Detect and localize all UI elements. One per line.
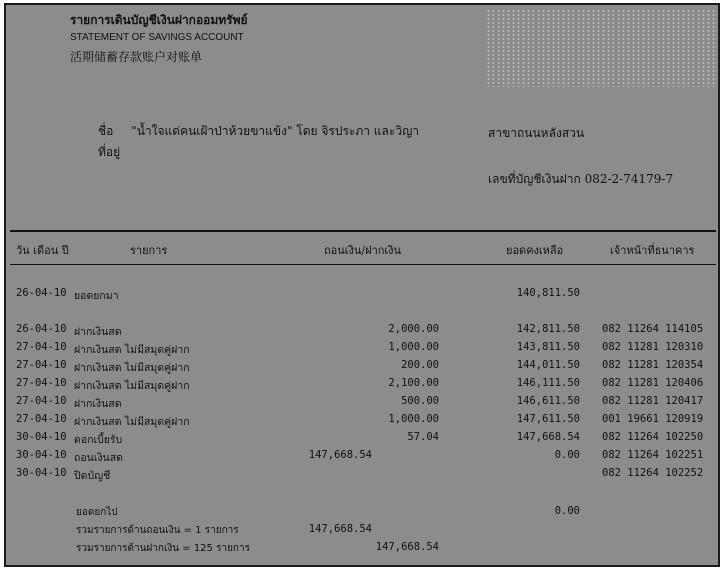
account-number: เลขที่บัญชีเงินฝาก 082-2-74179-7	[488, 172, 674, 186]
row-deposit: 500.00	[401, 395, 439, 407]
summary-deposit-row	[6, 541, 720, 557]
deposit-total-label: รวมรายการด้านฝากเงิน = 125 รายการ	[76, 543, 250, 554]
row-description: ฝากเงินสด ไม่มีสมุดคู่ฝาก	[74, 362, 190, 374]
account-name-label: ชื่อ	[98, 124, 114, 138]
table-row	[6, 377, 720, 393]
row-deposit: 57.04	[407, 431, 439, 443]
table-row	[6, 413, 720, 429]
row-deposit: 2,100.00	[388, 377, 439, 389]
row-balance: 143,811.50	[516, 341, 580, 353]
summary-carry-row	[6, 505, 720, 521]
row-balance: 142,811.50	[516, 323, 580, 335]
row-description: ฝากเงินสด ไม่มีสมุดคู่ฝาก	[74, 380, 190, 392]
table-row	[6, 287, 720, 303]
table-row	[6, 341, 720, 357]
account-name-value: "น้ำใจแด่คนเฝ้าป่าห้วยขาแข้ง" โดย จิรประภา และวิญา	[131, 124, 420, 138]
row-officer: 001 19661 120919	[602, 413, 704, 425]
row-description: ฝากเงินสด	[74, 326, 122, 338]
carry-forward-label: ยอดยกไป	[76, 507, 118, 518]
row-balance: 147,668.54	[516, 431, 580, 443]
row-balance: 140,811.50	[516, 287, 580, 299]
row-date: 30-04-10	[16, 467, 67, 479]
title-english: STATEMENT OF SAVINGS ACCOUNT	[70, 32, 244, 43]
table-row	[6, 449, 720, 465]
table-row	[6, 431, 720, 447]
header-top-rule	[10, 230, 716, 232]
table-row	[6, 467, 720, 483]
row-officer: 082 11264 114105	[602, 323, 704, 335]
row-withdraw: 147,668.54	[308, 449, 372, 461]
row-description: ยอดยกมา	[74, 290, 119, 302]
deposit-total-value: 147,668.54	[375, 541, 439, 553]
header-bottom-rule	[10, 264, 716, 265]
row-description: ถอนเงินสด	[74, 452, 123, 464]
row-officer: 082 11281 120417	[602, 395, 704, 407]
row-officer: 082 11264 102251	[602, 449, 704, 461]
row-date: 30-04-10	[16, 431, 67, 443]
title-thai: รายการเดินบัญชีเงินฝากออมทรัพย์	[70, 13, 248, 27]
row-date: 26-04-10	[16, 287, 67, 299]
withdraw-total-value: 147,668.54	[308, 523, 372, 535]
row-balance: 144,011.50	[516, 359, 580, 371]
row-balance: 146,111.50	[516, 377, 580, 389]
row-description: ดอกเบี้ยรับ	[74, 434, 123, 446]
row-officer: 082 11281 120354	[602, 359, 704, 371]
table-row	[6, 395, 720, 411]
row-deposit: 2,000.00	[388, 323, 439, 335]
column-header-description: รายการ	[130, 244, 168, 257]
row-officer: 082 11281 120406	[602, 377, 704, 389]
withdraw-total-label: รวมรายการด้านถอนเงิน = 1 รายการ	[76, 525, 239, 536]
column-header-balance: ยอดคงเหลือ	[506, 244, 564, 257]
row-date: 26-04-10	[16, 323, 67, 335]
row-date: 27-04-10	[16, 359, 67, 371]
column-header-date: วัน เดือน ปี	[16, 244, 69, 257]
row-deposit: 1,000.00	[388, 413, 439, 425]
row-officer: 082 11264 102250	[602, 431, 704, 443]
table-row	[6, 359, 720, 375]
row-date: 27-04-10	[16, 413, 67, 425]
account-name-row	[98, 122, 419, 141]
address-label: ที่อยู่	[98, 145, 121, 159]
row-officer: 082 11281 120310	[602, 341, 704, 353]
row-date: 27-04-10	[16, 395, 67, 407]
statement-document	[4, 3, 720, 567]
row-description: ฝากเงินสด	[74, 398, 122, 410]
column-header-withdraw-deposit: ถอนเงิน/ฝากเงิน	[324, 244, 402, 257]
row-description: ปิดบัญชี	[74, 470, 111, 482]
row-description: ฝากเงินสด ไม่มีสมุดคู่ฝาก	[74, 416, 190, 428]
title-chinese: 活期储蓄存款账户对账单	[70, 50, 203, 64]
row-balance: 146,611.50	[516, 395, 580, 407]
carry-forward-balance: 0.00	[554, 505, 580, 517]
summary-withdraw-row	[6, 523, 720, 539]
table-row	[6, 323, 720, 339]
row-description: ฝากเงินสด ไม่มีสมุดคู่ฝาก	[74, 344, 190, 356]
row-deposit: 1,000.00	[388, 341, 439, 353]
column-header-officer: เจ้าหน้าที่ธนาคาร	[610, 244, 695, 257]
branch-name: สาขาถนนหลังสวน	[488, 126, 585, 140]
row-deposit: 200.00	[401, 359, 439, 371]
row-date: 27-04-10	[16, 341, 67, 353]
row-officer: 082 11264 102252	[602, 467, 704, 479]
row-balance: 0.00	[554, 449, 580, 461]
row-date: 27-04-10	[16, 377, 67, 389]
scan-noise	[486, 9, 718, 87]
row-balance: 147,611.50	[516, 413, 580, 425]
row-date: 30-04-10	[16, 449, 67, 461]
